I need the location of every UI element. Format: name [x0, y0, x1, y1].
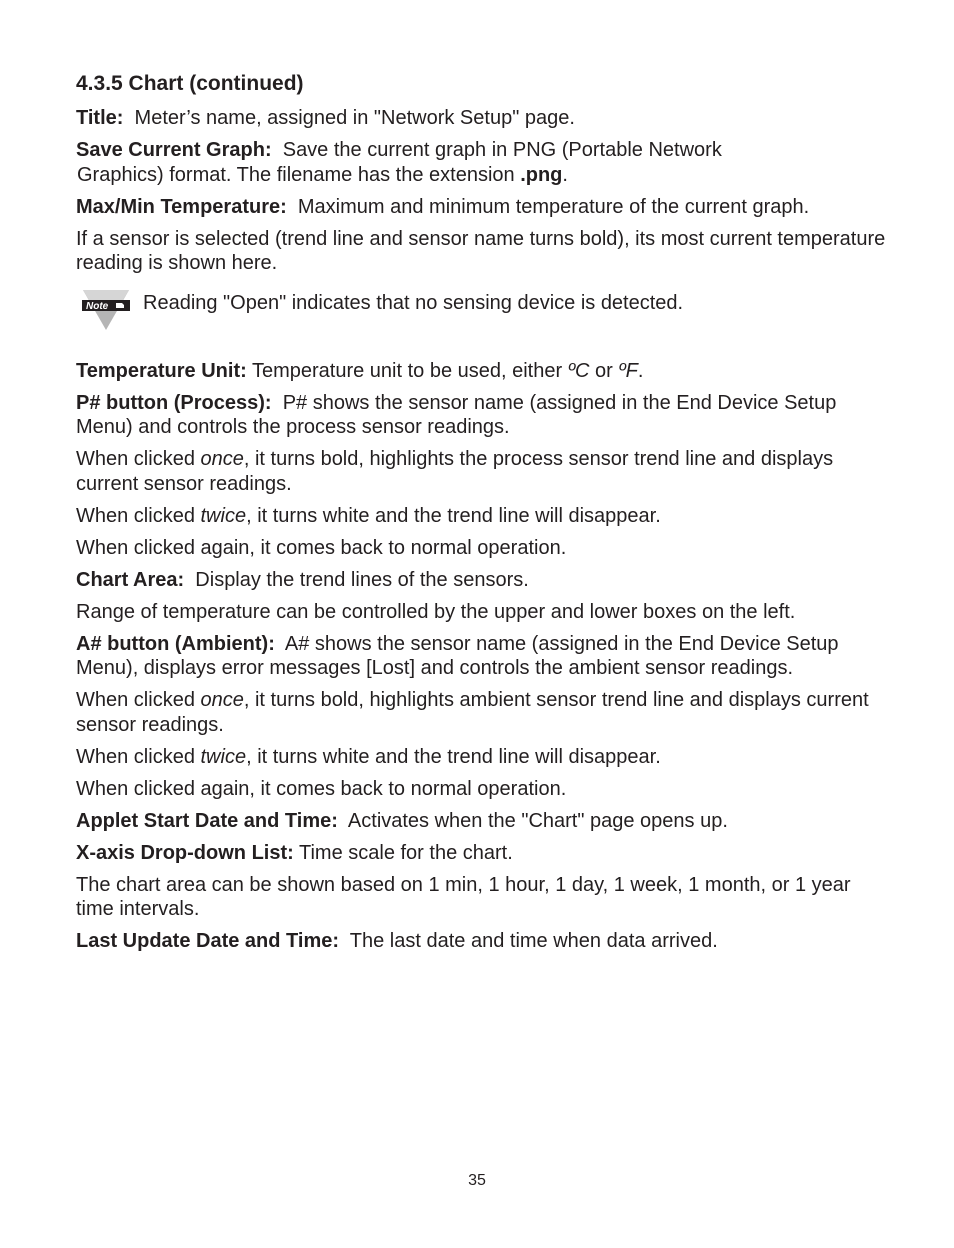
maxmin-label: Max/Min Temperature:: [76, 195, 287, 218]
p-twice-paragraph: [76, 504, 886, 529]
note-text: Reading "Open" indicates that no sensing device is detected.: [143, 291, 684, 314]
sensor-selected-paragraph: If a sensor is selected (trend line and sensor name turns bold), its most current temperature reading is shown here.: [76, 227, 886, 274]
a-once-post: , it turns bold, highlights ambient sensor trend line and displays current sensor readings.: [76, 689, 869, 736]
applet-start-label: Applet Start Date and Time:: [76, 809, 338, 832]
a-twice-em: twice: [200, 745, 247, 768]
save-graph-label: Save Current Graph:: [76, 139, 272, 161]
note-icon: [81, 288, 131, 332]
p-button-item: [76, 391, 886, 440]
document-page: [76, 70, 886, 961]
title-item-text: Meter’s name, assigned in "Network Setup" page.: [123, 107, 575, 129]
last-update-item: [76, 929, 886, 954]
title-item-label: Title:: [76, 107, 124, 129]
note-block: [76, 288, 886, 332]
chart-area-label: Chart Area:: [76, 568, 185, 591]
range-paragraph: Range of temperature can be controlled by the upper and lower boxes on the left.: [76, 600, 796, 623]
png-extension: .png: [520, 163, 563, 186]
maxmin-item: [76, 195, 886, 220]
xaxis-label: X-axis Drop-down List:: [76, 841, 294, 864]
a-button-text: A# shows the sensor name (assigned in the End Device Setup Menu), displays error messages [Lost] and controls the ambient sensor readings.: [76, 632, 845, 679]
save-graph-text-1: Save the current graph in PNG (Portable Network: [271, 139, 722, 161]
save-graph-text-2: Graphics) format. The filename has the extension: [77, 163, 521, 186]
p-twice-em: twice: [200, 504, 247, 527]
page-number: 35: [468, 1172, 486, 1189]
a-twice-post: , it turns white and the trend line will disappear.: [246, 745, 661, 768]
temp-unit-text: Temperature unit to be used, either: [246, 359, 568, 382]
p-twice-post: , it turns white and the trend line will disappear.: [246, 504, 661, 527]
a-button-item: [76, 632, 886, 681]
p-once-em: once: [200, 448, 244, 470]
a-button-label: A# button (Ambient):: [76, 632, 275, 655]
title-item: [76, 106, 886, 131]
temp-unit-or: or: [589, 359, 619, 382]
temp-unit-item: [76, 359, 886, 384]
p-button-label: P# button (Process):: [76, 391, 272, 414]
a-twice-pre: When clicked: [76, 745, 201, 768]
p-again-paragraph: When clicked again, it comes back to normal operation.: [76, 536, 567, 559]
chart-intervals-paragraph: The chart area can be shown based on 1 min, 1 hour, 1 day, 1 week, 1 month, or 1 year time intervals.: [76, 873, 851, 920]
maxmin-text: Maximum and minimum temperature of the current graph.: [286, 195, 810, 218]
p-once-paragraph: [76, 447, 886, 496]
last-update-label: Last Update Date and Time:: [76, 930, 340, 952]
a-once-pre: When clicked: [76, 689, 201, 711]
temp-unit-end: .: [637, 359, 644, 382]
a-once-paragraph: [76, 688, 886, 737]
last-update-text: The last date and time when data arrived.: [339, 930, 718, 952]
a-again-paragraph: When clicked again, it comes back to normal operation.: [76, 777, 567, 800]
chart-area-text: Display the trend lines of the sensors.: [184, 568, 529, 591]
unit-celsius: ºC: [567, 359, 590, 382]
note-icon-label: Note: [86, 300, 109, 312]
unit-fahrenheit: ºF: [618, 359, 638, 382]
p-once-post: , it turns bold, highlights the process sensor trend line and displays current sensor readings.: [76, 448, 834, 495]
a-twice-paragraph: [76, 745, 886, 770]
applet-start-item: [76, 809, 886, 834]
p-twice-pre: When clicked: [76, 504, 201, 527]
a-once-em: once: [200, 689, 244, 711]
p-once-pre: When clicked: [76, 448, 201, 470]
p-button-text: P# shows the sensor name (assigned in the End Device Setup Menu) and controls the process sensor readings.: [76, 391, 842, 438]
save-graph-end: .: [562, 163, 568, 186]
temp-unit-label: Temperature Unit:: [76, 359, 247, 382]
save-graph-item: [76, 138, 886, 187]
applet-start-text: Activates when the "Chart" page opens up.: [337, 809, 728, 832]
xaxis-text: Time scale for the chart.: [293, 841, 513, 864]
chart-area-item: [76, 568, 886, 593]
section-title: 4.3.5 Chart (continued): [76, 72, 304, 95]
xaxis-item: [76, 841, 886, 866]
